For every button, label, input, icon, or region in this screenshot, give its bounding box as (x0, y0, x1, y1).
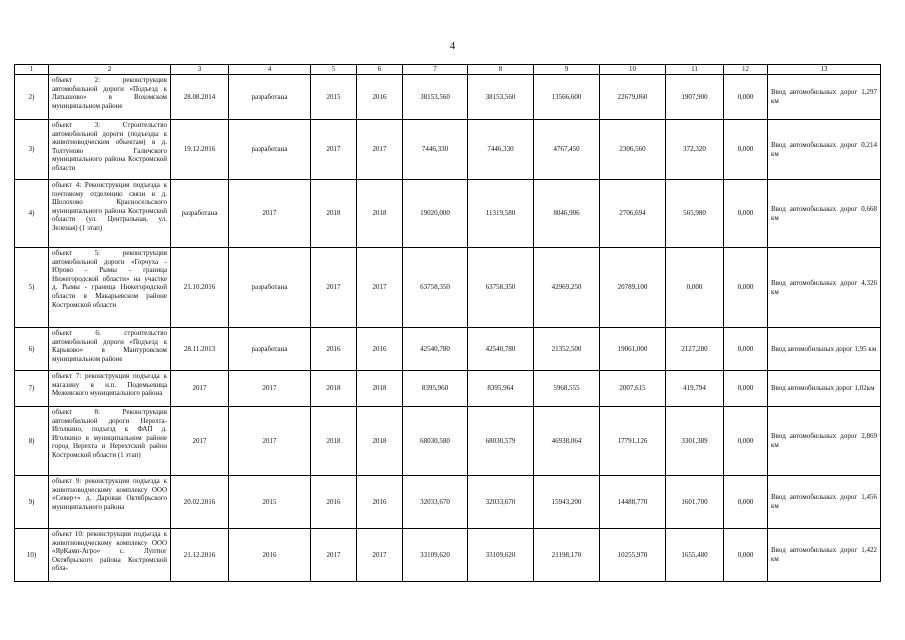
row-number: 8) (15, 407, 49, 476)
cell: 2017 (229, 371, 311, 407)
cell: 0,000 (724, 248, 768, 328)
cell: 0,000 (724, 120, 768, 180)
cell: 46938,064 (534, 407, 600, 476)
cell: 2016 (357, 476, 403, 529)
cell: 0,000 (724, 75, 768, 120)
col-header: 12 (724, 65, 768, 75)
cell: 2017 (171, 371, 229, 407)
cell: 2018 (311, 180, 357, 248)
object-description: объект 10: реконструкция подъезда к животноводческому комплексу ООО «ЯрКамп-Агро» с. Луптюг Октябрьского района Костромской обла- (49, 529, 171, 582)
cell: 2017 (311, 248, 357, 328)
col-header: 3 (171, 65, 229, 75)
table-row (15, 180, 881, 248)
row-number: 5) (15, 248, 49, 328)
cell: 2017 (357, 248, 403, 328)
cell: разработана (229, 328, 311, 371)
cell: 68030,579 (468, 407, 534, 476)
cell: 38153,560 (468, 75, 534, 120)
cell: 32033,670 (468, 476, 534, 529)
cell: 2017 (311, 120, 357, 180)
result-note: Ввод автомобильных дорог 1,422 км (768, 529, 881, 582)
cell: 21352,500 (534, 328, 600, 371)
object-description: объект 3: Строительство автомобильной дороги (подъезды к животноводческим объектам) в д. Толтуново Галичского муниципального района Костромской области (49, 120, 171, 180)
table-row (15, 476, 881, 529)
table-row (15, 120, 881, 180)
row-number: 7) (15, 371, 49, 407)
cell: 0,000 (724, 371, 768, 407)
object-description: объект 5: реконструкция автомобильной дороги «Горчуха - Юрово - Рымы - граница Нижегородской области» на участке д. Рымы - граница Нижегородской области в Макарьевском районе Костромской области (49, 248, 171, 328)
cell: 1601,700 (666, 476, 724, 529)
cell: 42540,780 (468, 328, 534, 371)
cell: 15943,200 (534, 476, 600, 529)
cell: 13566,600 (534, 75, 600, 120)
cell: 28.08.2014 (171, 75, 229, 120)
cell: 2017 (357, 120, 403, 180)
cell: 0,000 (724, 476, 768, 529)
col-header: 8 (468, 65, 534, 75)
cell: 22679,060 (600, 75, 666, 120)
table-row (15, 407, 881, 476)
cell: 5968,555 (534, 371, 600, 407)
cell: 21198,170 (534, 529, 600, 582)
cell: 10255,970 (600, 529, 666, 582)
result-note: Ввод автомобильных дорог 0,214 км (768, 120, 881, 180)
cell: 2127,280 (666, 328, 724, 371)
cell: 372,320 (666, 120, 724, 180)
object-description: объект 8: Реконструкция автомобильной дороги Нерехта-Иголкино, подъезд к ФАП д. Иголкино в муниципальном районе город Нерехта и Нерехтский район Костромской области (1 этап) (49, 407, 171, 476)
table-row (15, 371, 881, 407)
cell: 42969,250 (534, 248, 600, 328)
col-header: 2 (49, 65, 171, 75)
header-row (15, 65, 881, 75)
cell: 11319,580 (468, 180, 534, 248)
object-description: объект 4: Реконструкция подъезда к почтовому отделению связи в д. Шолохово Красносельского муниципального района Костромской области (ул. Центральная, ул. Зеленая) (1 этап) (49, 180, 171, 248)
cell: 33109,620 (403, 529, 468, 582)
cell: 2016 (229, 529, 311, 582)
cell: 2017 (357, 529, 403, 582)
row-number: 10) (15, 529, 49, 582)
cell: 1655,480 (666, 529, 724, 582)
cell: 2306,560 (600, 120, 666, 180)
cell: 2018 (311, 371, 357, 407)
row-number: 4) (15, 180, 49, 248)
cell: разработана (171, 180, 229, 248)
cell: разработана (229, 248, 311, 328)
cell: 68030,580 (403, 407, 468, 476)
cell: 20.02.2016 (171, 476, 229, 529)
cell: 32033,670 (403, 476, 468, 529)
col-header: 9 (534, 65, 600, 75)
cell: 3301,389 (666, 407, 724, 476)
object-description: объект 2: реконструкция автомобильной дороги «Подъезд к Латышово» в Вохомском муниципальном районе (49, 75, 171, 120)
cell: 2018 (357, 407, 403, 476)
table-row (15, 328, 881, 371)
result-note: Ввод автомобильных дорог 1,02км (768, 371, 881, 407)
table-row (15, 529, 881, 582)
cell: 2015 (311, 75, 357, 120)
cell: 2016 (357, 75, 403, 120)
result-note: Ввод автомобильных дорог 1,297 км (768, 75, 881, 120)
cell: 28.11.2013 (171, 328, 229, 371)
data-table (14, 64, 881, 582)
cell: 21.12.2016 (171, 529, 229, 582)
col-header: 7 (403, 65, 468, 75)
cell: 8395,964 (468, 371, 534, 407)
cell: 2016 (357, 328, 403, 371)
row-number: 3) (15, 120, 49, 180)
cell: 2017 (229, 407, 311, 476)
object-description: объект 7: реконструкция подъезда к магазину в н.п. Подемьевица Межевского муниципального района (49, 371, 171, 407)
col-header: 4 (229, 65, 311, 75)
result-note: Ввод автомобильных дорог 4,326 км (768, 248, 881, 328)
object-description: объект 6: строительство автомобильной дороги «Подъезд к Карьково» в Мантуровском муниципальном районе (49, 328, 171, 371)
cell: 7446,330 (468, 120, 534, 180)
cell: разработана (229, 75, 311, 120)
cell: 2018 (357, 180, 403, 248)
result-note: Ввод автомобильных дорог 0,668 км (768, 180, 881, 248)
cell: 8046,906 (534, 180, 600, 248)
cell: 0,000 (724, 529, 768, 582)
cell: 0,000 (724, 407, 768, 476)
cell: 2018 (311, 407, 357, 476)
cell: 19020,000 (403, 180, 468, 248)
col-header: 13 (768, 65, 881, 75)
cell: 2015 (229, 476, 311, 529)
cell: 2018 (357, 371, 403, 407)
cell: 19061,000 (600, 328, 666, 371)
cell: 2017 (171, 407, 229, 476)
result-note: Ввод автомобильных дорог 2,869 км (768, 407, 881, 476)
col-header: 6 (357, 65, 403, 75)
cell: 7446,330 (403, 120, 468, 180)
cell: разработана (229, 120, 311, 180)
result-note: Ввод автомобильных дорог 1,95 км (768, 328, 881, 371)
cell: 8395,960 (403, 371, 468, 407)
cell: 2016 (311, 328, 357, 371)
cell: 565,980 (666, 180, 724, 248)
cell: 2017 (229, 180, 311, 248)
cell: 42540,780 (403, 328, 468, 371)
cell: 0,000 (724, 328, 768, 371)
cell: 38153,560 (403, 75, 468, 120)
col-header: 11 (666, 65, 724, 75)
col-header: 5 (311, 65, 357, 75)
cell: 0,000 (724, 180, 768, 248)
table-row (15, 75, 881, 120)
row-number: 9) (15, 476, 49, 529)
cell: 19.12.2016 (171, 120, 229, 180)
page-number: 4 (449, 40, 456, 52)
cell: 20789,100 (600, 248, 666, 328)
cell: 2706,694 (600, 180, 666, 248)
cell: 63758,350 (468, 248, 534, 328)
cell: 0,000 (666, 248, 724, 328)
cell: 63758,350 (403, 248, 468, 328)
cell: 419,794 (666, 371, 724, 407)
col-header: 1 (15, 65, 49, 75)
result-note: Ввод автомобильных дорог 1,456 км (768, 476, 881, 529)
cell: 4767,450 (534, 120, 600, 180)
cell: 2017 (311, 529, 357, 582)
cell: 21.10.2016 (171, 248, 229, 328)
row-number: 6) (15, 328, 49, 371)
cell: 14488,770 (600, 476, 666, 529)
cell: 2016 (311, 476, 357, 529)
cell: 2007,615 (600, 371, 666, 407)
object-description: объект 9: реконструкция подъезда к животноводческому комплексу ООО «Север+» д. Даровая Октябрьского муниципального района (49, 476, 171, 529)
cell: 17791,126 (600, 407, 666, 476)
row-number: 2) (15, 75, 49, 120)
col-header: 10 (600, 65, 666, 75)
cell: 1907,900 (666, 75, 724, 120)
cell: 33109,620 (468, 529, 534, 582)
table-row (15, 248, 881, 328)
